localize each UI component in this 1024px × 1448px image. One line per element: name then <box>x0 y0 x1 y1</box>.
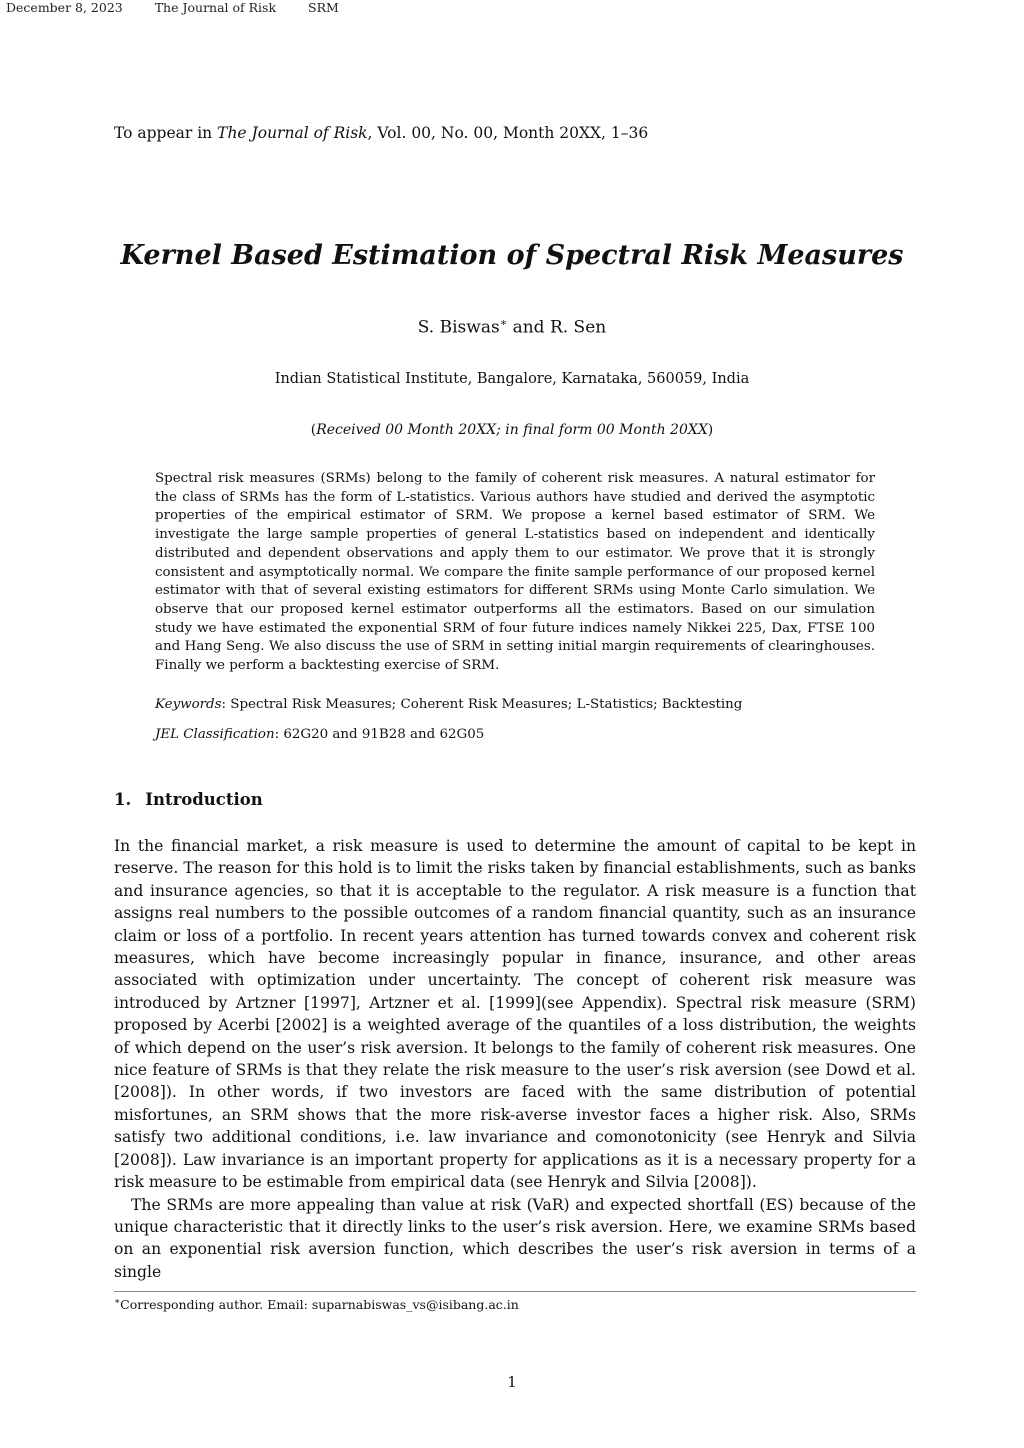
received-close-paren: ) <box>707 422 714 438</box>
affiliation: Indian Statistical Institute, Bangalore, Karnataka, 560059, India <box>274 371 750 387</box>
section-number: 1. <box>114 790 132 809</box>
appear-notice <box>114 124 648 142</box>
received-open-paren: ( <box>310 422 317 438</box>
header-date: December 8, 2023 <box>6 0 123 15</box>
keywords-label: Keywords <box>155 697 222 712</box>
keywords-text: : Spectral Risk Measures; Coherent Risk Measures; L-Statistics; Backtesting <box>221 697 743 712</box>
footnote-mark: ∗ <box>114 1297 121 1307</box>
abstract: Spectral risk measures (SRMs) belong to the family of coherent risk measures. A natural estimator for the class of SRMs has the form of L-statistics. Various authors have studied and derived the asymptotic properties of the empirical estimator of SRM. We propose a kernel based estimator of SRM. We investigate the large sample properties of general L-statistics based on independent and identically distributed and dependent observations and apply them to our estimator. We prove that it is strongly consistent and asymptotically normal. We compare the finite sample performance of our proposed kernel estimator with that of several existing estimators for different SRMs using Monte Carlo simulation. We observe that our proposed kernel estimator outperforms all the estimators. Based on our simulation study we have estimated the exponential SRM of four future indices namely Nikkei 225, Dax, FTSE 100 and Hang Seng. We also discuss the use of SRM in setting initial margin requirements of clearinghouses. Finally we perform a backtesting exercise of SRM. <box>155 471 875 674</box>
received-dates <box>0 422 1024 438</box>
received-text: Received 00 Month 20XX; in final form 00 Month 20XX <box>316 422 708 438</box>
author-footnote-mark: ∗ <box>499 316 508 329</box>
appear-prefix: To appear in <box>114 124 218 142</box>
paragraph: The SRMs are more appealing than value at risk (VaR) and expected shortfall (ES) because of the unique characteristic that it directly links to the user’s risk aversion. Here, we examine SRMs based on an exponential risk aversion function, which describes the user’s risk aversion in terms of a single <box>114 1195 916 1281</box>
footnote <box>114 1297 519 1312</box>
author-rest: and R. Sen <box>507 317 607 338</box>
section-title: Introduction <box>145 790 263 809</box>
appear-journal: The Journal of Risk <box>217 124 368 142</box>
header-journal: The Journal of Risk <box>154 0 277 15</box>
running-header <box>6 0 367 15</box>
footnote-rule <box>114 1291 916 1292</box>
section-heading <box>114 790 263 809</box>
appear-suffix: , Vol. 00, No. 00, Month 20XX, 1–36 <box>367 124 649 142</box>
author-first: S. Biswas <box>417 317 500 338</box>
footnote-text: Corresponding author. Email: suparnabiswas_vs@isibang.ac.in <box>120 1297 519 1313</box>
keywords <box>155 697 742 712</box>
jel-text: : 62G20 and 91B28 and 62G05 <box>274 727 485 742</box>
jel-classification <box>155 727 484 742</box>
paper-title: Kernel Based Estimation of Spectral Risk Measures <box>120 240 904 271</box>
header-short-title: SRM <box>308 0 339 15</box>
paragraph: In the financial market, a risk measure is used to determine the amount of capital to be kept in reserve. The reason for this hold is to limit the risks taken by financial establishments, such as banks and insurance agencies, so that it is acceptable to the regulator. A risk measure is a function that assigns real numbers to the possible outcomes of a random financial quantity, such as an insurance claim or loss of a portfolio. In recent years attention has turned towards convex and coherent risk measures, which have become increasingly popular in finance, insurance, and other areas associated with optimization under uncertainty. The concept of coherent risk measure was introduced by Artzner [1997], Artzner et al. [1999](see Appendix). Spectral risk measure (SRM) proposed by Acerbi [2002] is a weighted average of the quantiles of a loss distribution, the weights of which depend on the user’s risk aversion. It belongs to the family of coherent risk measures. One nice feature of SRMs is that they relate the risk measure to the user’s risk aversion (see Dowd et al. [2008]). In other words, if two investors are faced with the same distribution of potential misfortunes, an SRM shows that the more risk-averse investor faces a higher risk. Also, SRMs satisfy two additional conditions, i.e. law invariance and comonotonicity (see Henryk and Silvia [2008]). Law invariance is an important property for applications as it is a necessary property for a risk measure to be estimable from empirical data (see Henryk and Silvia [2008]). <box>114 837 916 1192</box>
page-number: 1 <box>507 1373 517 1391</box>
body-text <box>114 835 916 1283</box>
jel-label: JEL Classification <box>155 727 275 742</box>
authors <box>0 316 1024 338</box>
